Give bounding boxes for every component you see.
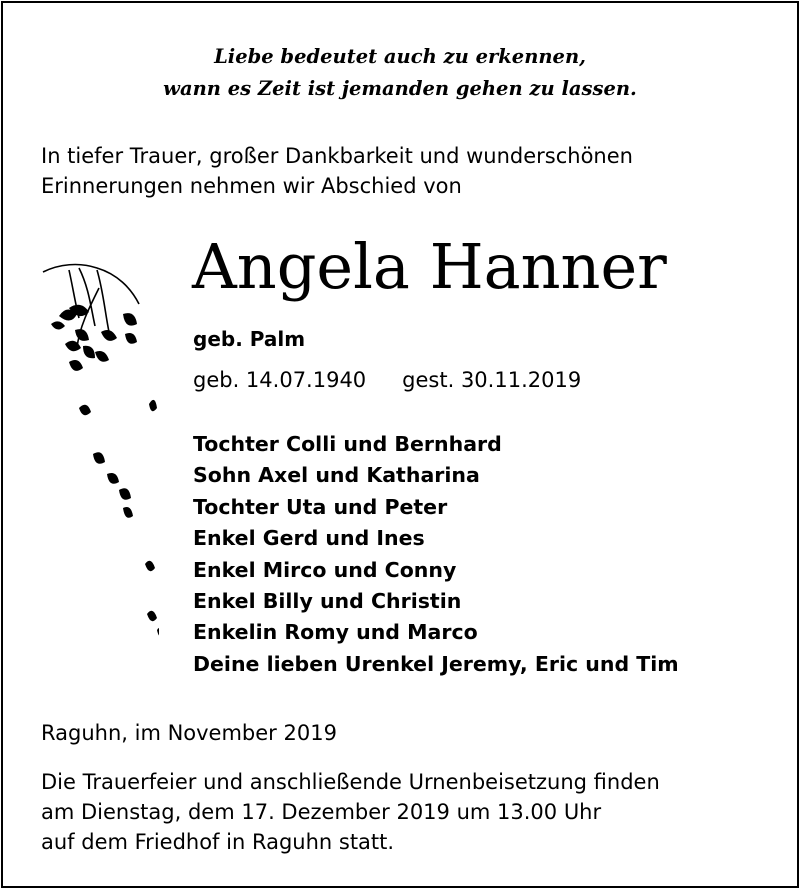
service-line-3: auf dem Friedhof in Raguhn statt. — [41, 830, 395, 854]
mourner-line: Enkel Billy und Christin — [193, 589, 462, 614]
memorial-quote — [3, 41, 797, 105]
intro-text — [41, 141, 781, 201]
mourner-line: Sohn Axel und Katharina — [193, 463, 480, 488]
mourners-list — [193, 429, 679, 680]
death-date: gest. 30.11.2019 — [402, 368, 582, 392]
mourner-line: Deine lieben Urenkel Jeremy, Eric und Tim — [193, 651, 679, 676]
birth-date: geb. 14.07.1940 — [193, 368, 367, 392]
deceased-name: Angela Hanner — [192, 230, 667, 303]
mourner-line: Enkel Mirco und Conny — [193, 557, 457, 582]
service-line-2: am Dienstag, dem 17. Dezember 2019 um 13.00 Uhr — [41, 800, 602, 824]
mourner-line: Enkel Gerd und Ines — [193, 526, 425, 551]
service-announcement — [41, 767, 660, 857]
mourner-line: Tochter Colli und Bernhard — [193, 432, 502, 456]
mourner-line: Enkelin Romy und Marco — [193, 620, 478, 645]
place-and-date: Raguhn, im November 2019 — [41, 721, 337, 745]
intro-line-1: In tiefer Trauer, großer Dankbarkeit und wunderschönen — [41, 144, 633, 168]
obituary-card — [1, 1, 799, 888]
intro-line-2: Erinnerungen nehmen wir Abschied von — [41, 174, 462, 198]
mourner-line: Tochter Uta und Peter — [193, 494, 448, 519]
birth-name: geb. Palm — [193, 327, 306, 351]
quote-line-1: Liebe bedeutet auch zu erkennen, — [214, 45, 586, 68]
birch-leaves-illustration — [39, 258, 159, 658]
service-line-1: Die Trauerfeier und anschließende Urnenbeisetzung finden — [41, 770, 660, 794]
life-dates — [193, 365, 581, 395]
quote-line-2: wann es Zeit ist jemanden gehen zu lassen. — [163, 77, 637, 100]
